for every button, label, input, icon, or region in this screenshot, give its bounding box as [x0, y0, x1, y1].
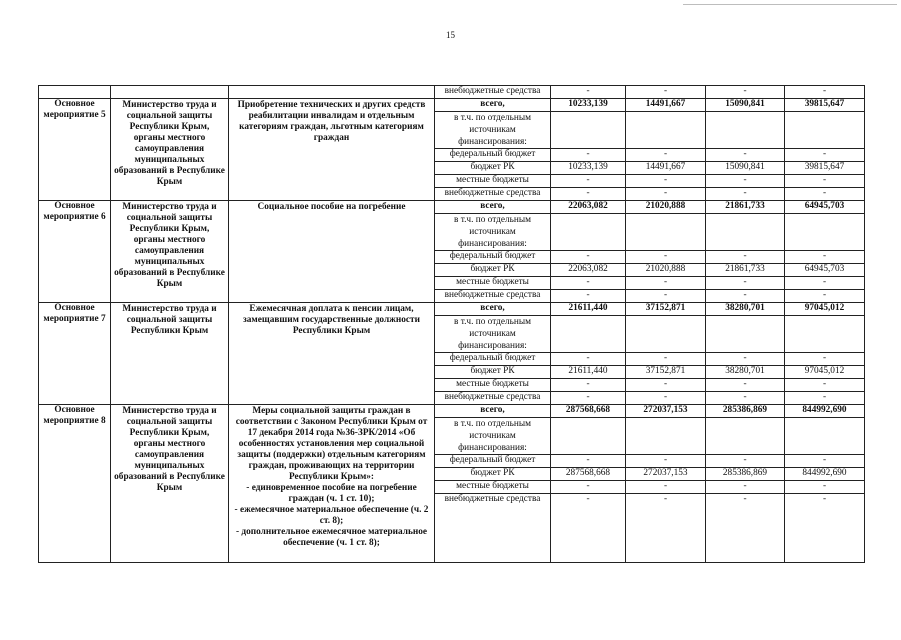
source-cell: бюджет РК	[435, 264, 551, 277]
value-cell: -	[706, 188, 785, 201]
name-cell: Приобретение технических и других средств реабилитации инвалидам и отдельным категориям граждан, льготным категориям граждан	[229, 99, 435, 201]
source-cell: бюджет РК	[435, 162, 551, 175]
value-cell: 22063,082	[551, 264, 626, 277]
value-cell: 37152,871	[626, 366, 706, 379]
value-cell	[785, 112, 865, 149]
value-cell: -	[626, 455, 706, 468]
value-cell: 285386,869	[706, 468, 785, 481]
source-cell: местные бюджеты	[435, 277, 551, 290]
value-cell	[785, 418, 865, 455]
value-cell: -	[626, 379, 706, 392]
executor-cell: Министерство труда и социальной защиты Республики Крым, органы местного самоуправления муниципальных образований в Республике Крым	[111, 99, 229, 201]
value-cell: -	[626, 175, 706, 188]
table-row	[39, 303, 865, 316]
value-cell	[706, 112, 785, 149]
empty-cell	[39, 86, 111, 99]
value-cell	[785, 214, 865, 251]
value-cell: -	[706, 277, 785, 290]
value-cell: 272037,153	[626, 468, 706, 481]
empty-cell	[229, 86, 435, 99]
source-cell: всего,	[435, 303, 551, 316]
value-cell: 10233,139	[551, 99, 626, 112]
value-cell: -	[626, 392, 706, 405]
value-cell: -	[706, 481, 785, 494]
top-rule	[683, 4, 897, 5]
value-cell: 97045,012	[785, 303, 865, 316]
source-cell: в т.ч. по отдельным источникам финансирования:	[435, 214, 551, 251]
source-cell: в т.ч. по отдельным источникам финансирования:	[435, 316, 551, 353]
value-cell	[551, 214, 626, 251]
value-cell: -	[551, 353, 626, 366]
value-cell: -	[551, 149, 626, 162]
value-cell: -	[706, 455, 785, 468]
carry-over-row	[39, 86, 865, 99]
source-cell: местные бюджеты	[435, 481, 551, 494]
value-cell: -	[785, 175, 865, 188]
value-cell	[626, 316, 706, 353]
table-row	[39, 405, 865, 418]
value-cell: -	[551, 494, 626, 563]
value-cell	[626, 214, 706, 251]
value-cell	[626, 418, 706, 455]
value-cell: -	[706, 353, 785, 366]
value-cell: -	[785, 455, 865, 468]
value-cell: 21861,733	[706, 264, 785, 277]
value-cell: -	[785, 149, 865, 162]
value-cell: -	[626, 86, 706, 99]
value-cell: 10233,139	[551, 162, 626, 175]
table-row	[39, 99, 865, 112]
value-cell: 64945,703	[785, 264, 865, 277]
value-cell	[706, 316, 785, 353]
name-cell: Ежемесячная доплата к пенсии лицам, замещавшим государственные должности Республики Крым	[229, 303, 435, 405]
value-cell	[551, 316, 626, 353]
value-cell: -	[785, 481, 865, 494]
value-cell: -	[626, 494, 706, 563]
value-cell: 15090,841	[706, 162, 785, 175]
value-cell: -	[626, 481, 706, 494]
value-cell: 97045,012	[785, 366, 865, 379]
value-cell: -	[785, 379, 865, 392]
value-cell: -	[785, 251, 865, 264]
value-cell: -	[706, 175, 785, 188]
source-cell: внебюджетные средства	[435, 290, 551, 303]
value-cell: -	[626, 277, 706, 290]
value-cell: -	[706, 392, 785, 405]
value-cell: -	[626, 188, 706, 201]
source-cell: федеральный бюджет	[435, 455, 551, 468]
value-cell: -	[551, 455, 626, 468]
value-cell: 285386,869	[706, 405, 785, 418]
value-cell	[626, 112, 706, 149]
value-cell: 39815,647	[785, 162, 865, 175]
value-cell: -	[551, 290, 626, 303]
value-cell: -	[785, 277, 865, 290]
source-cell: в т.ч. по отдельным источникам финансирования:	[435, 418, 551, 455]
value-cell: -	[626, 290, 706, 303]
value-cell: -	[706, 379, 785, 392]
measure-cell: Основное мероприятие 6	[39, 201, 111, 303]
value-cell: -	[551, 175, 626, 188]
value-cell: -	[785, 86, 865, 99]
value-cell: 287568,668	[551, 468, 626, 481]
source-cell: всего,	[435, 99, 551, 112]
value-cell: 21861,733	[706, 201, 785, 214]
value-cell: 14491,667	[626, 99, 706, 112]
value-cell: -	[785, 392, 865, 405]
source-cell: в т.ч. по отдельным источникам финансирования:	[435, 112, 551, 149]
value-cell: -	[626, 149, 706, 162]
value-cell: 287568,668	[551, 405, 626, 418]
source-cell: внебюджетные средства	[435, 188, 551, 201]
value-cell: 844992,690	[785, 405, 865, 418]
budget-table	[38, 85, 865, 563]
executor-cell: Министерство труда и социальной защиты Республики Крым	[111, 303, 229, 405]
value-cell	[551, 418, 626, 455]
value-cell: 21611,440	[551, 303, 626, 316]
value-cell: 64945,703	[785, 201, 865, 214]
value-cell: -	[551, 188, 626, 201]
value-cell: -	[551, 379, 626, 392]
executor-cell: Министерство труда и социальной защиты Республики Крым, органы местного самоуправления муниципальных образований в Республике Крым	[111, 405, 229, 563]
value-cell: -	[551, 277, 626, 290]
name-cell: Меры социальной защиты граждан в соответствии с Законом Республики Крым от 17 декабря 2014 года №36-ЗРК/2014 «Об особенностях установления мер социальной защиты (поддержки) отдельным категориям граждан, проживающих на территории Республики Крым»: - единовременное пособие на погребение граждан (ч. 1 ст. 10); - ежемесячное материальное обеспечение (ч. 2 ст. 8); - дополнительное ежемесячное материальное обеспечение (ч. 1 ст. 8);	[229, 405, 435, 563]
measure-cell: Основное мероприятие 5	[39, 99, 111, 201]
value-cell: -	[551, 86, 626, 99]
value-cell: 38280,701	[706, 366, 785, 379]
value-cell: -	[706, 494, 785, 563]
value-cell: 844992,690	[785, 468, 865, 481]
empty-cell	[111, 86, 229, 99]
value-cell: -	[626, 353, 706, 366]
source-cell: бюджет РК	[435, 366, 551, 379]
source-cell: федеральный бюджет	[435, 149, 551, 162]
value-cell: -	[706, 86, 785, 99]
value-cell: -	[551, 481, 626, 494]
value-cell	[706, 418, 785, 455]
value-cell: -	[785, 188, 865, 201]
value-cell: -	[551, 392, 626, 405]
value-cell: 14491,667	[626, 162, 706, 175]
source-cell: внебюджетные средства	[435, 392, 551, 405]
value-cell: 272037,153	[626, 405, 706, 418]
value-cell: 21611,440	[551, 366, 626, 379]
value-cell: -	[785, 290, 865, 303]
source-cell: местные бюджеты	[435, 175, 551, 188]
page-number: 15	[446, 30, 455, 40]
source-cell: всего,	[435, 201, 551, 214]
value-cell: 21020,888	[626, 264, 706, 277]
value-cell: 15090,841	[706, 99, 785, 112]
value-cell: -	[785, 353, 865, 366]
table-row	[39, 201, 865, 214]
name-cell: Социальное пособие на погребение	[229, 201, 435, 303]
value-cell	[706, 214, 785, 251]
measure-cell: Основное мероприятие 8	[39, 405, 111, 563]
value-cell: -	[706, 149, 785, 162]
value-cell	[785, 316, 865, 353]
source-cell: внебюджетные средства	[435, 494, 551, 563]
value-cell: -	[706, 251, 785, 264]
value-cell	[551, 112, 626, 149]
executor-cell: Министерство труда и социальной защиты Республики Крым, органы местного самоуправления муниципальных образований в Республике Крым	[111, 201, 229, 303]
value-cell: -	[551, 251, 626, 264]
source-cell: бюджет РК	[435, 468, 551, 481]
source-cell: местные бюджеты	[435, 379, 551, 392]
measure-cell: Основное мероприятие 7	[39, 303, 111, 405]
source-cell: федеральный бюджет	[435, 251, 551, 264]
value-cell: -	[626, 251, 706, 264]
value-cell: 22063,082	[551, 201, 626, 214]
value-cell: 21020,888	[626, 201, 706, 214]
source-cell: федеральный бюджет	[435, 353, 551, 366]
value-cell: 39815,647	[785, 99, 865, 112]
value-cell: -	[785, 494, 865, 563]
source-cell: всего,	[435, 405, 551, 418]
value-cell: 38280,701	[706, 303, 785, 316]
value-cell: 37152,871	[626, 303, 706, 316]
source-cell: внебюджетные средства	[435, 86, 551, 99]
value-cell: -	[706, 290, 785, 303]
